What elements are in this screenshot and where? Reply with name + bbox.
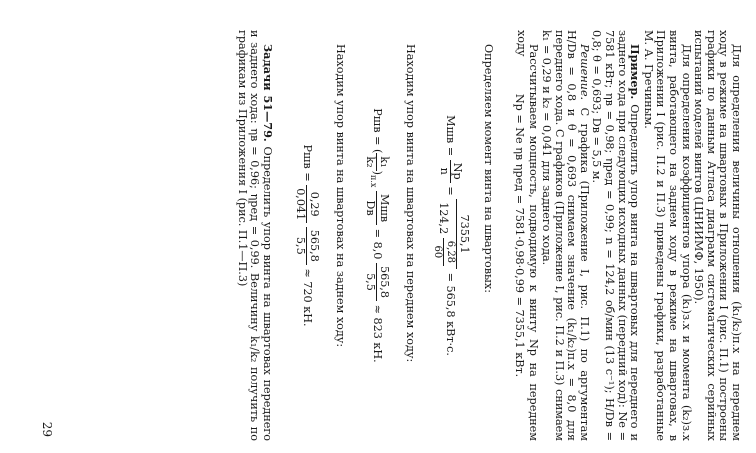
fraction-denominator: 0,041 <box>294 188 308 221</box>
fraction-numerator: 565,8 <box>376 263 390 301</box>
moment-lhs: Mшв = <box>444 115 458 157</box>
moment-diameter-fraction <box>364 191 390 225</box>
moment-result: = 565,8 кВт·с. <box>444 272 458 356</box>
nested-fraction <box>430 238 456 266</box>
fraction-denominator: n <box>437 167 451 175</box>
example-body: Определить упор винта на швартовых для переднего и заднего хода при следующих исходных данных (передний ход): Nе = 7581 кВт; ηв = 0,98; ηред = 0,99; n = 124,2 об/мин (13 с⁻¹); H/Dв = 0,8; θ = 0,693; Dв = 5,5 м. <box>590 30 642 441</box>
fraction-denominator <box>430 199 456 269</box>
fraction-numerator: Mшв <box>376 191 390 225</box>
ratio-subscript: п.х <box>368 175 378 188</box>
rear-coefficient-fraction <box>294 185 320 223</box>
paragraph-power: Рассчитываем мощность, подводимую к винту Np на переднем ходу <box>514 30 541 441</box>
denominator-value: 124,2 <box>437 202 451 235</box>
example-label: Пример. <box>628 44 643 100</box>
rear-result: ≈ 720 кН. <box>300 268 314 327</box>
forward-lhs: Pшв = <box>370 108 384 146</box>
fraction-denominator: 60 <box>431 245 443 259</box>
paragraph-reverse-graphs: Для определения коэффициентов упора (k₁)з.х и момента (k₂)з.х винта, работающего на заднем ходу в режиме на швартовах, в Приложении I (рис. П.2 и П.3) приведены графики, разработанные М. А. Гречиным. <box>641 30 693 441</box>
equation-forward-thrust: Pшв = ( k₁ k₂ )$_{п.х}$ Mшв Dв = 8,0 565,8 5,5 ≈ 823 кН. <box>364 108 391 363</box>
forward-result: ≈ 823 кН. <box>370 304 384 363</box>
fraction-numerator: 565,8 <box>306 227 320 265</box>
ratio-fraction <box>364 153 390 170</box>
tasks-body: Определить упор винта на швартовах переднего и заднего хода: ηв = 0,96; ηред = 0,99. Величину k₁/k₂ получить по графикам из Приложения I (рис. П.1—П.3) <box>235 30 274 441</box>
rear-value-fraction <box>294 227 320 265</box>
paragraph-solution <box>540 30 590 441</box>
equation-moment <box>430 30 470 441</box>
moment-fraction-symbolic <box>437 160 463 183</box>
paragraph-example <box>590 30 641 441</box>
fraction-denominator: 5,5 <box>364 273 378 291</box>
tasks-block <box>235 30 274 441</box>
solution-label: Решение. <box>577 44 591 101</box>
heading-moment <box>481 30 494 441</box>
solution-body: С графика (Приложение I, рис. П.1) по аргументам H/Dв = 0,8 и θ = 0,693 снимаем значение (k₁/k₂)п.х = 8,0 для переднего хода. С графиков (Приложение I, рис. П.2 и П.3) снимаем k₁ = 0,29 и k₂ = 0,041 для заднего хода. <box>540 30 591 441</box>
heading-rear <box>333 30 346 441</box>
moment-fraction-numeric <box>430 199 470 269</box>
fraction-denominator: 5,5 <box>294 236 308 255</box>
page-number: 29 <box>39 421 54 437</box>
fraction-denominator: k₂ <box>364 156 378 168</box>
fraction-numerator: k₁ <box>376 153 390 170</box>
fraction-numerator: Np <box>450 160 464 183</box>
forward-text: Находим упор винта на швартовах на переднем ходу: <box>404 44 417 363</box>
paragraph-ratio-graphs: Для определения величины отношения (k₁/k₂)п.х на переднем ходу в режиме на швартовых в Приложении I (рис. П.1) построены графики по данным Атласа диаграмм систематических серийных испытаний моделей винтов (ЦНИИМФ, 1950). <box>692 30 743 441</box>
fraction-numerator: 0,29 <box>306 185 320 223</box>
rear-text: Находим упор винта на швартовах на заднем ходу: <box>334 44 347 348</box>
heading-forward <box>403 30 416 441</box>
equation-power: Np = Nе ηв ηред = 7581·0,98·0,99 = 7355,1 кВт. <box>513 93 526 378</box>
tasks-label: Задачи 51—79. <box>261 44 275 142</box>
forward-multiplier: = 8,0 <box>370 228 384 260</box>
fraction-numerator: 7355,1 <box>456 199 470 269</box>
intro-block <box>514 30 742 441</box>
fraction-denominator: Dв <box>364 200 378 216</box>
paragraph-tasks <box>235 30 274 441</box>
fraction-numerator: 6,28 <box>443 238 457 266</box>
moment-text: Определяем момент винта на швартовых: <box>482 44 495 293</box>
forward-value-fraction <box>364 263 390 301</box>
equation-rear-thrust <box>294 30 320 441</box>
equals-sign: = <box>444 186 458 196</box>
rear-lhs: Pшв = <box>300 144 314 182</box>
